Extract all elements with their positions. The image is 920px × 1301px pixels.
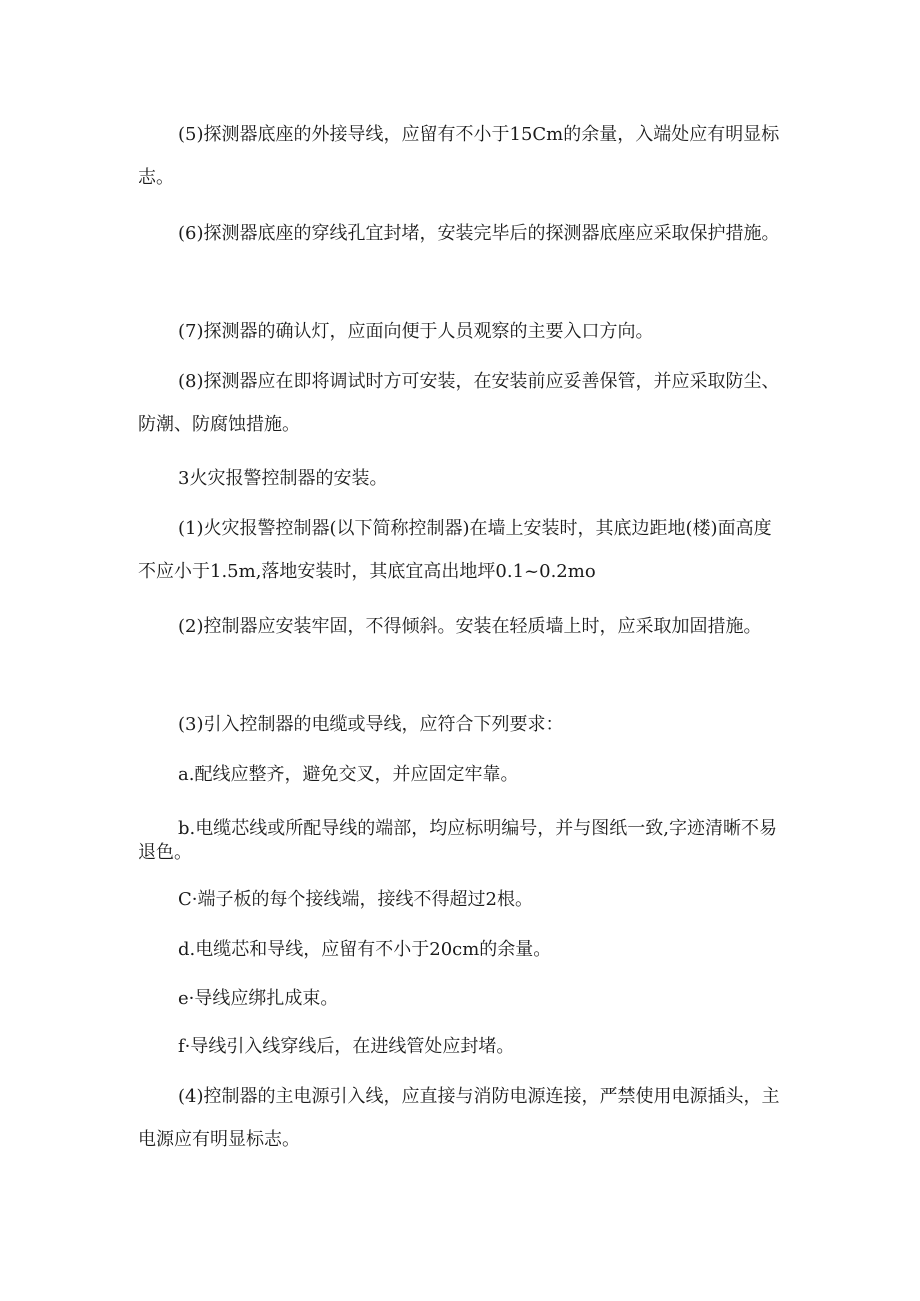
list-item-b: b.电缆芯线或所配导线的端部，均应标明编号，并与图纸一致,字迹清晰不易退色。 [138,818,777,863]
paragraph-3: (3)引入控制器的电缆或导线，应符合下列要求： [178,714,564,735]
paragraph-7: (7)探测器的确认灯，应面向便于人员观察的主要入口方向。 [178,321,654,342]
list-item-c: C·端子板的每个接线端，接线不得超过2根。 [178,889,533,910]
paragraph-1: (1)火灾报警控制器(以下简称控制器)在墙上安装时，其底边距地(楼)面高度不应小于1.5m,落地安装时，其底宜高出地坪0.1~0.2mo [138,518,772,582]
paragraph-6: (6)探测器底座的穿线孔宜封堵，安装完毕后的探测器底座应采取保护措施。 [178,223,780,244]
paragraph-8: (8)探测器应在即将调试时方可安装，在安装前应妥善保管，并应采取防尘、防潮、防腐蚀措施。 [138,371,780,435]
list-item-d: d.电缆芯和导线，应留有不小于20cm的余量。 [178,939,552,960]
paragraph-5: (5)探测器底座的外接导线，应留有不小于15Cm的余量，入端处应有明显标志。 [138,124,780,188]
list-item-a: a.配线应整齐，避免交叉，并应固定牢靠。 [178,764,519,785]
list-item-e: e·导线应绑扎成束。 [178,988,339,1009]
paragraph-4: (4)控制器的主电源引入线，应直接与消防电源连接，严禁使用电源插头，主电源应有明显标志。 [138,1086,780,1150]
section-3-heading: 3火灾报警控制器的安装。 [178,468,388,489]
paragraph-2: (2)控制器应安装牢固，不得倾斜。安装在轻质墙上时，应采取加固措施。 [178,616,762,637]
list-item-f: f·导线引入线穿线后，在进线管处应封堵。 [178,1036,515,1057]
